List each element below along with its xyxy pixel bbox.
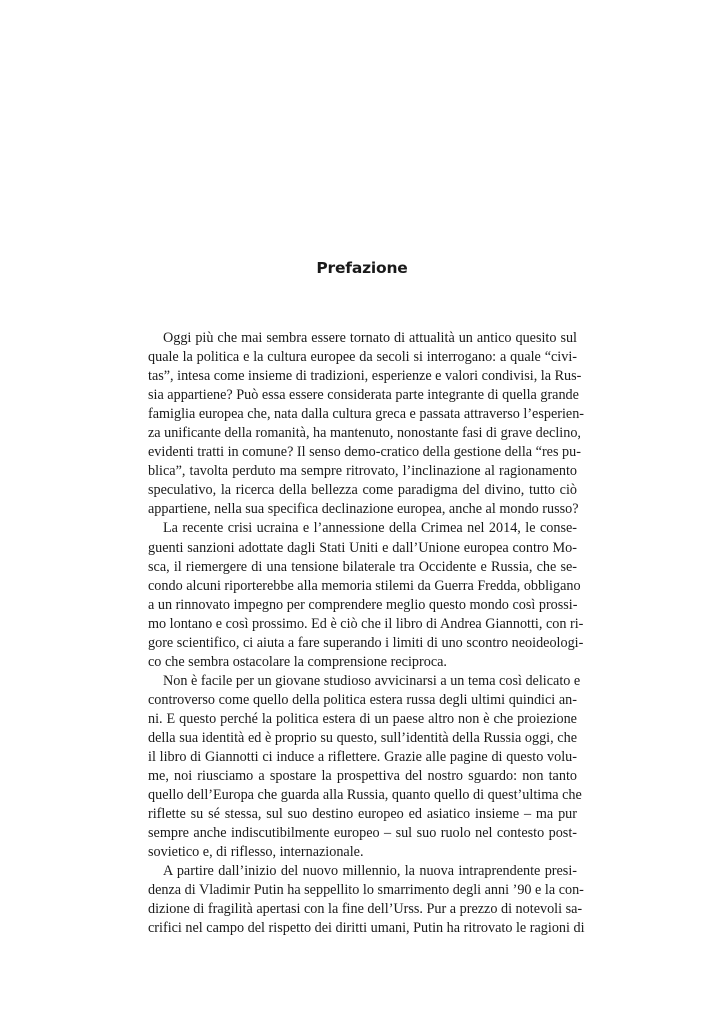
text-line: evidenti tratti in comune? Il senso demo-cratico della gestione della “res pu-	[148, 444, 581, 461]
text-line: appartiene, nella sua specifica declinazione europea, anche al mondo russo?	[148, 501, 579, 518]
text-line: a un rinnovato impegno per comprendere meglio questo mondo così prossi-	[148, 596, 578, 613]
text-line: dizione di fragilità apertasi con la fine dell’Urss. Pur a prezzo di notevoli sa-	[148, 901, 583, 918]
text-line: ni. E questo perché la politica estera di un paese altro non è che proiezione	[148, 710, 577, 727]
text-line: guenti sanzioni adottate dagli Stati Uniti e dall’Unione europea contro Mo-	[148, 539, 577, 556]
text-line: sca, il riemergere di una tensione bilaterale tra Occidente e Russia, che se-	[148, 558, 577, 575]
text-line: sovietico e, di riflesso, internazionale.	[148, 844, 364, 861]
text-line: co che sembra ostacolare la comprensione reciproca.	[148, 653, 447, 670]
text-line: speculativo, la ricerca della bellezza come paradigma del divino, tutto ciò	[148, 482, 577, 499]
text-line: me, noi riusciamo a spostare la prospettiva del nostro sguardo: non tanto	[148, 768, 577, 785]
text-line: della sua identità ed è proprio su questo, sull’identità della Russia oggi, che	[148, 729, 577, 746]
text-line: gore scientifico, ci aiuta a fare superando i limiti di uno scontro neoideologi-	[148, 634, 584, 651]
text-line: sempre anche indiscutibilmente europeo – sul suo ruolo nel contesto post-	[148, 825, 577, 842]
preface-body	[148, 329, 585, 939]
paragraph-4	[148, 862, 585, 938]
text-line: sia appartiene? Può essa essere considerata parte integrante di quella grande	[148, 387, 579, 404]
paragraph-3	[148, 672, 582, 862]
paragraph-2	[148, 519, 584, 671]
text-line: controverso come quello della politica estera russa degli ultimi quindici an-	[148, 691, 577, 708]
text-line: za unificante della romanità, ha mantenuto, nonostante fasi di grave declino,	[148, 425, 581, 442]
text-line: mo lontano e così prossimo. Ed è ciò che il libro di Andrea Giannotti, con ri-	[148, 615, 584, 632]
text-line: La recente crisi ucraina e l’annessione della Crimea nel 2014, le conse-	[163, 520, 577, 537]
text-line: crifici nel campo del rispetto dei diritti umani, Putin ha ritrovato le ragioni di	[148, 920, 585, 937]
text-line: Oggi più che mai sembra essere tornato di attualità un antico quesito sul	[163, 330, 577, 346]
text-line: famiglia europea che, nata dalla cultura greca e passata attraverso l’esperien-	[148, 406, 585, 423]
text-line: riflette su sé stessa, sul suo destino europeo ed asiatico insieme – ma pur	[148, 806, 577, 823]
text-line: blica”, tavolta perduto ma sempre ritrovato, l’inclinazione al ragionamento	[148, 463, 577, 480]
text-line: quello dell’Europa che guarda alla Russia, quanto quello di quest’ultima che	[148, 787, 582, 804]
text-line: il libro di Giannotti ci induce a riflettere. Grazie alle pagine di questo volu-	[148, 749, 577, 766]
page-title: Prefazione	[316, 259, 408, 277]
paragraph-1	[148, 329, 585, 519]
text-line: condo alcuni riporterebbe alla memoria stilemi da Guerra Fredda, obbligano	[148, 577, 581, 594]
text-line: Non è facile per un giovane studioso avvicinarsi a un tema così delicato e	[163, 672, 581, 689]
text-line: denza di Vladimir Putin ha seppellito lo smarrimento degli anni ’90 e la con-	[148, 882, 584, 899]
text-line: quale la politica e la cultura europee da secoli si interrogano: a quale “civi-	[148, 349, 577, 366]
text-line: A partire dall’inizio del nuovo millennio, la nuova intraprendente presi-	[163, 863, 577, 880]
text-line: tas”, intesa come insieme di tradizioni, esperienze e valori condivisi, la Rus-	[148, 368, 582, 385]
